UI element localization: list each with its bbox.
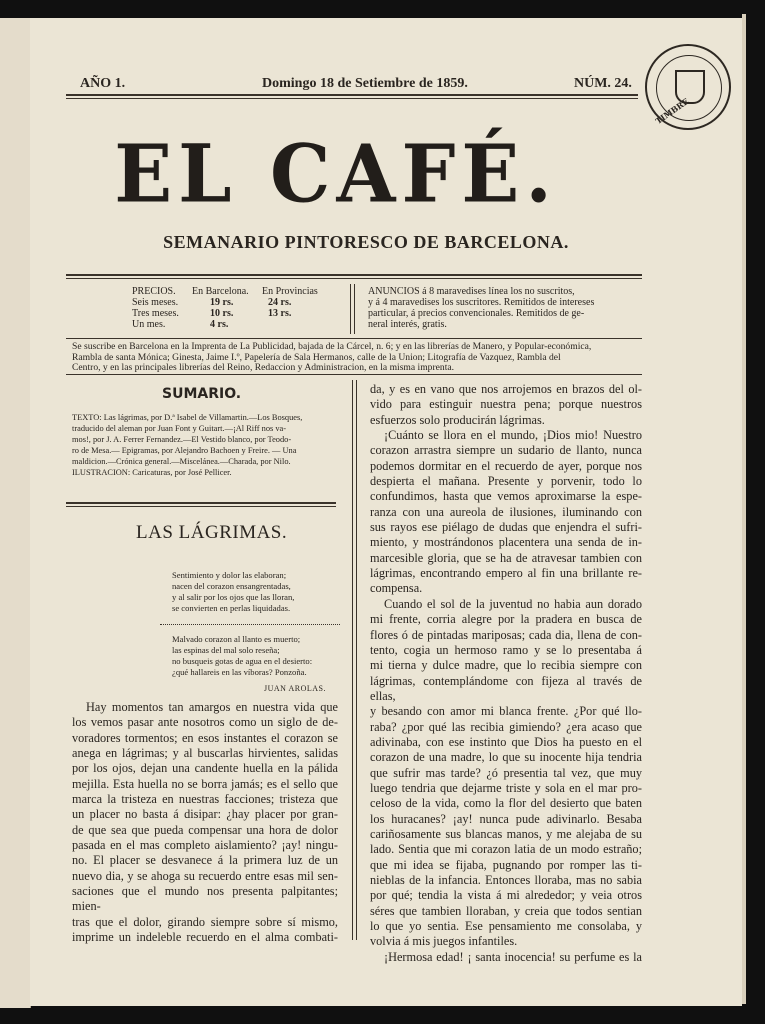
text-line: los huracanes? ¡ay! nunca pude adivinarlo. Besaba [370, 811, 642, 826]
price-period: Tres meses. [132, 308, 179, 319]
sumario-line: mos!, por J. A. Ferrer Fernandez.—El Vestido blanco, por Teodo- [72, 435, 292, 444]
masthead-rule [66, 98, 638, 99]
text-line: saciones que el mundo nos presenta palpitantes; mien- [72, 884, 338, 914]
text-line: corazon de una madre, lo que su inocente hija tendria [370, 750, 642, 765]
text-line: que mi idea se fijaba, pugnando por romper las ti- [370, 857, 642, 872]
prices-prov-header: En Provincias [262, 286, 318, 297]
text-line: miento, y mostrándonos placentera una senda de in- [370, 535, 642, 550]
text-line: séres que tambien lloraban, y creia que todos sentian [370, 903, 642, 918]
info-rule [66, 374, 642, 375]
article-left-column [72, 700, 338, 946]
text-line: lágrimas, contemplándome con fijeza al través de ellas, [370, 673, 642, 703]
text-line: anega en lágrimas; y al buscarlas hirvientes, salidas [72, 746, 338, 761]
text-line: nieblas de la infancia. Entonces lloraba, mas no sabia [370, 873, 642, 887]
text-line: voradores tormentos; en esos instantes el corazon se [72, 730, 338, 745]
text-line: tras que el dolor, girando siempre sobre sí mismo, [72, 914, 338, 929]
text-line: sus rayos ese piélago de dudas que enjendra el sufri- [370, 520, 642, 535]
text-line: volvia á mis juegos infantiles. [370, 934, 518, 949]
text-line: esfuerzos solo producirán lágrimas. [370, 412, 545, 427]
prices-divider [350, 284, 351, 334]
sumario-heading: SUMARIO. [162, 386, 242, 402]
subscription-line: Rambla de santa Mónica; Ginesta, Jaime I.º, Papelería de Sala Hermanos, calle de la Union; Litografía de Vazquez, Rambla del [72, 351, 561, 363]
prices-header [132, 286, 348, 297]
book-spine [0, 18, 31, 1008]
price-row [132, 297, 348, 308]
text-line: ¡Cuánto se llora en el mundo, ¡Dios mio! Nuestro [384, 428, 642, 443]
ads-box [368, 286, 636, 330]
text-line: luego tendria que dejarme triste y sola en el mar pro- [370, 780, 642, 795]
stamp-text: TIMBRE [653, 95, 691, 127]
price-prov: 13 rs. [268, 308, 292, 319]
text-line: un placer no basta á disipar: ¿hay placer por gran- [72, 807, 338, 822]
article-title: LAS LÁGRIMAS. [136, 522, 288, 543]
text-line: ¡Hermosa edad! ¡ santa inocencia! su perfume es la [384, 949, 642, 964]
poem-author: JUAN AROLAS. [264, 684, 327, 693]
text-line: Hay momentos tan amargos en nuestra vida que [86, 700, 338, 714]
sumario-text [72, 412, 338, 478]
text-line: lado. Sentia que mi corazon latia de un modo estraño; [370, 842, 642, 857]
subscription-info [72, 342, 640, 374]
sumario-line: ro de Mesa.— Epigramas, por Alejandro Bachoen y Freire. — Una [72, 446, 297, 455]
text-line: adivinaba, con ese instinto que Dios ha puesto en el [370, 734, 642, 749]
text-line: ranza con una aureola de ilusiones, iluminando con [370, 504, 642, 519]
text-line: compensa. [370, 581, 423, 596]
newspaper-page [30, 18, 742, 1006]
text-line: tento, cogia un hermoso ramo y se lo presentaba á [370, 642, 642, 657]
text-line: por los ojos, dejan una candente huella en la pálida [72, 761, 338, 776]
tax-stamp [645, 44, 731, 130]
text-line: raba? ¿por qué las recibia gimiendo? ¿era acaso que [370, 719, 642, 734]
issue-number: NÚM. 24. [574, 76, 632, 91]
poem-separator [160, 624, 340, 625]
text-line: marcesible gloria, que se ha de atravesar tambien con [370, 550, 642, 565]
column-divider [356, 380, 357, 940]
price-bcn: 10 rs. [210, 308, 234, 319]
newspaper-subtitle: SEMANARIO PINTORESCO DE BARCELONA. [163, 232, 569, 252]
newspaper-title: EL CAFÉ. [114, 126, 558, 221]
column-divider [352, 380, 353, 940]
sumario-line: maldicion.—Crónica general.—Miscelánea.—Charada, por Nilo. [72, 457, 291, 466]
poem-line: ¿qué hallareis en las víboras? Ponzoña. [172, 667, 307, 677]
price-row [132, 308, 348, 319]
sumario-line: traducido del aleman por Juan Font y Guitart.—¡Al Riff nos va- [72, 424, 287, 433]
prices-bcn-header: En Barcelona. [192, 286, 249, 297]
header-rule [66, 278, 642, 279]
price-period: Seis meses. [132, 297, 179, 308]
poem-line: Sentimiento y dolor las elaboran; [172, 570, 287, 580]
text-line: lo que yo sentia. Ese pensamiento me consolaba, y [370, 919, 642, 934]
text-line: vido para estinguir nuestra pena; porque nuestros [370, 397, 642, 412]
text-line: de que sea que pueda compensar una hora de dolor [72, 822, 338, 837]
text-line: mi tierna y dulce madre, que lo recibia siempre con [370, 658, 642, 673]
ads-line: neral interés, gratis. [368, 319, 447, 330]
poem-line: se convierten en perlas liquidadas. [172, 603, 291, 613]
price-bcn: 19 rs. [210, 297, 234, 308]
price-prov: 24 rs. [268, 297, 292, 308]
article-right-column [370, 382, 642, 965]
subscription-line: Centro, y en las principales librerías del Reino, Redaccion y Administracion, en la misma imprenta. [72, 362, 455, 373]
ads-line: ANUNCIOS á 8 maravedises línea los no suscritos, [368, 286, 575, 297]
text-line: confundimos, hasta que vemos aproximarse la espe- [370, 489, 642, 504]
sumario-line: ILUSTRACION: Caricaturas, por José Pellicer. [72, 468, 232, 477]
text-line: nuevo dia, y se ahoga su recuerdo entre esas mil sen- [72, 868, 338, 883]
text-line: flores ó de pintadas mariposas; cada dia, llena de con- [370, 627, 642, 642]
text-line: no. El placer se desvanece á la primera luz de un [72, 853, 338, 868]
text-line: marca la tristeza en nuestras facciones; tristeza que [72, 792, 338, 807]
issue-date: Domingo 18 de Setiembre de 1859. [262, 76, 468, 91]
text-line: lágrimas, encontrando empero al fin una brillante re- [370, 566, 642, 581]
text-line: da, y es en vano que nos arrojemos en brazos del ol- [370, 382, 642, 396]
price-row [132, 319, 348, 330]
subscription-line: Se suscribe en Barcelona en la Imprenta de La Publicidad, bajada de la Cárcel, n. 6; y en las librerías de Manero, y Popular-económica, [72, 341, 592, 352]
poem-line: nacen del corazon ensangrentadas, [172, 581, 291, 591]
text-line: Cuando el sol de la juventud no habia aun dorado [384, 596, 642, 611]
text-line: mejilla. Esta huella no se borra jamás; es el sello que [72, 776, 338, 791]
text-line: pasada en el mas completo aislamiento? ¡ay! ningu- [72, 838, 338, 853]
poem-stanza-2 [172, 634, 312, 678]
text-line: imprime un indeleble recuerdo en el alma combati- [72, 930, 338, 945]
poem-line: Malvado corazon al llanto es muerto; [172, 634, 301, 644]
price-bcn: 4 rs. [210, 319, 229, 330]
text-line: y besando con amor mi blanca frente. ¿Por qué llo- [370, 704, 642, 719]
text-line: cariñosamente sus blancas manos, y me alejaba de su [370, 826, 642, 841]
price-period: Un mes. [132, 319, 166, 330]
sumario-line: TEXTO: Las lágrimas, por D.ª Isabel de Villamartin.—Los Bosques, [72, 413, 303, 422]
poem-line: no busqueis gotas de agua en el desierto: [172, 656, 313, 666]
ads-line: y á 4 maravedises los suscritores. Remitidos de intereses [368, 297, 595, 308]
poem-line: y al salir por los ojos que las lloran, [172, 592, 295, 602]
info-rule [66, 338, 642, 339]
text-line: celoso de la vida, como la flor del desierto que baten [370, 796, 642, 811]
page-edge [742, 14, 746, 1004]
text-line: por qué; tendia la vista á mi alrededor; y veia otros [370, 888, 642, 903]
text-line: corazon arrastra siempre un sudario de llanto, nunca [370, 443, 642, 458]
poem-stanza-1 [172, 570, 294, 614]
text-line: despierta el mañana. Presente y porvenir, todo lo [370, 474, 642, 489]
text-line: podemos dormitar en el recuerdo de ayer, porque nos [370, 458, 642, 473]
text-line: mi frente, corria alegre por la pradera en busca de [370, 612, 642, 627]
text-line: los vemos pasar ante nosotros como un siglo de de- [72, 715, 338, 730]
masthead-rule [66, 94, 638, 96]
prices-divider [354, 284, 355, 334]
header-rule [66, 274, 642, 276]
prices-box [132, 286, 348, 330]
ads-line: particular, á precios convencionales. Remitidos de ge- [368, 308, 585, 319]
issue-year: AÑO 1. [80, 76, 126, 91]
text-line: que sufrir mas tarde? ¿ó presentia tal vez, que muy [370, 765, 642, 780]
poem-line: las espinas del mal solo reseña; [172, 645, 280, 655]
prices-label: PRECIOS. [132, 286, 176, 297]
sumario-rule [66, 506, 336, 507]
sumario-rule [66, 502, 336, 504]
